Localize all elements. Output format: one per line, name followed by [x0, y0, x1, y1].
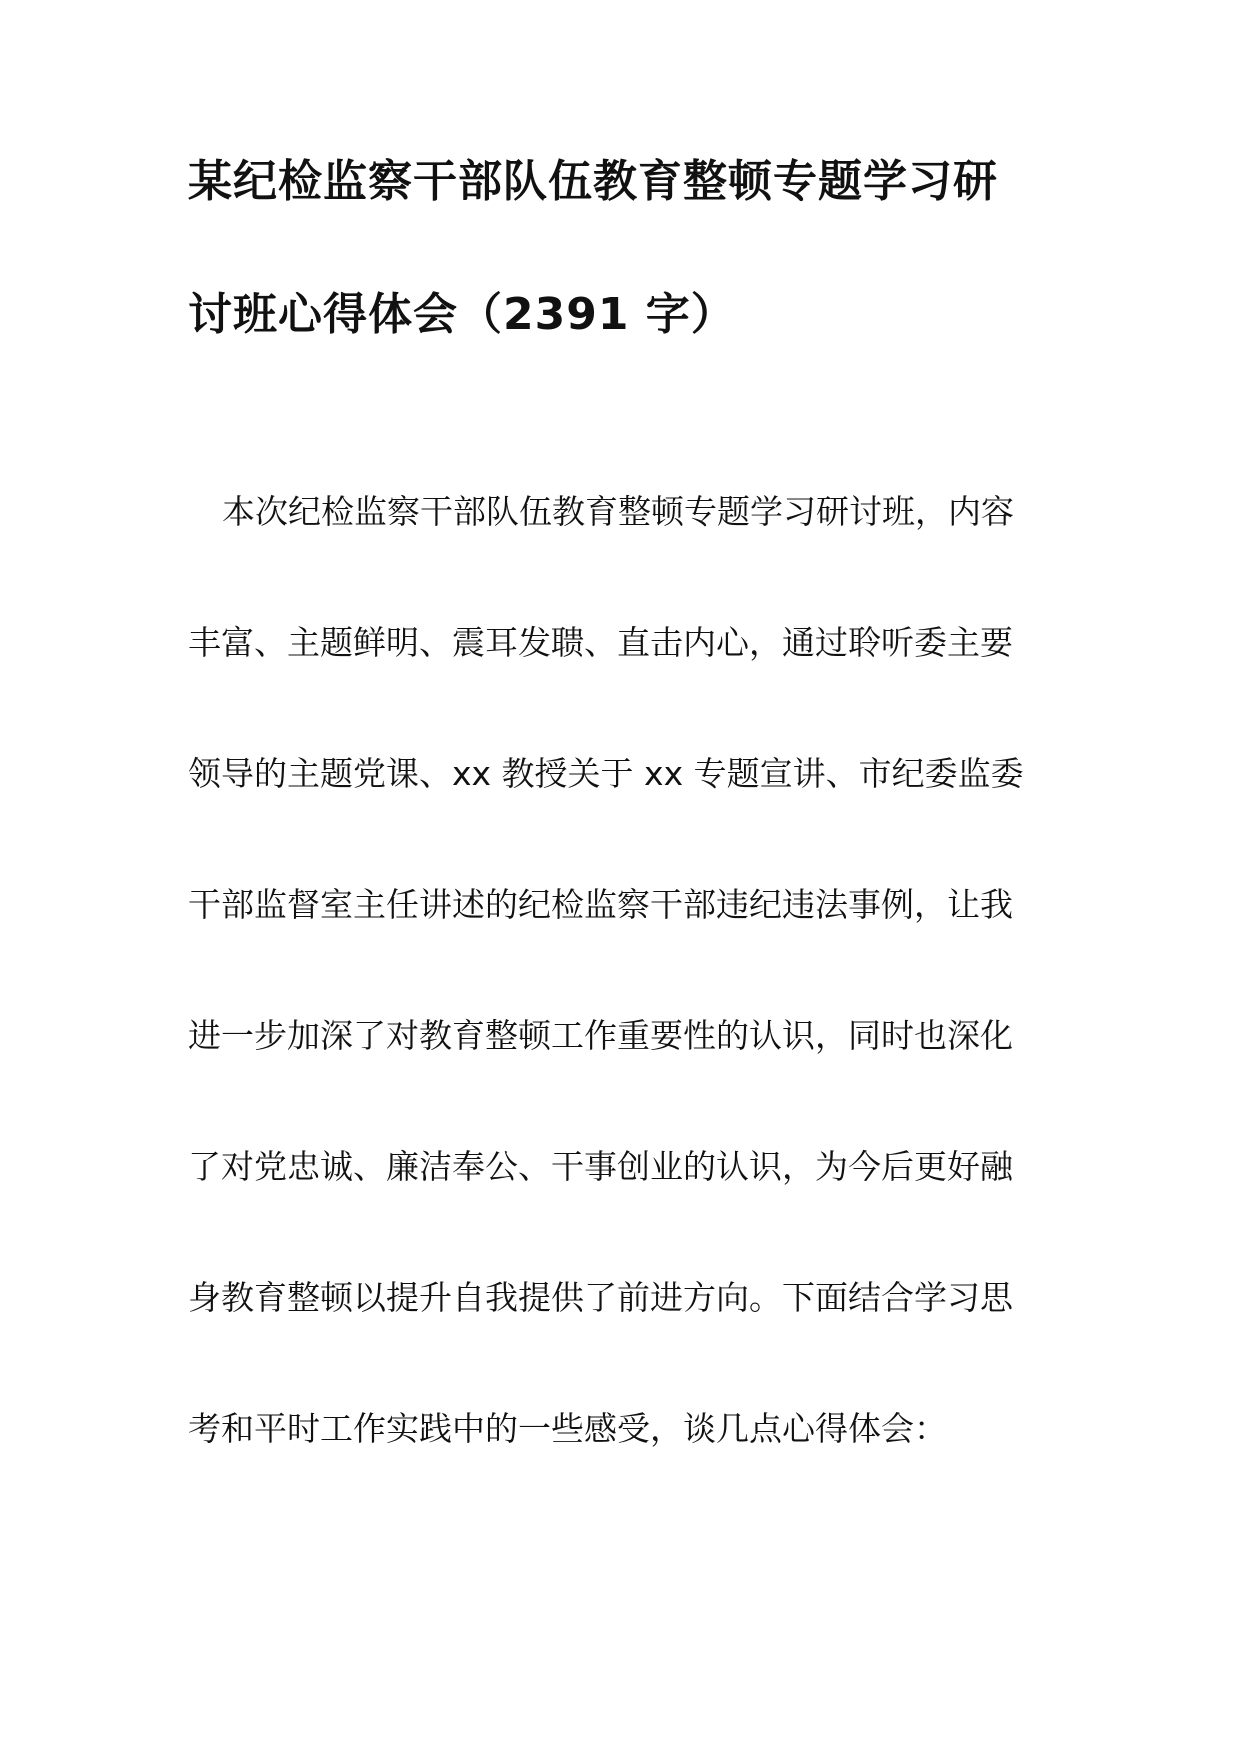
- paragraph-line-4: 干部监督室主任讲述的纪检监察干部违纪违法事例，让我: [188, 885, 1013, 924]
- title-line-1: 某纪检监察干部队伍教育整顿专题学习研: [188, 156, 998, 207]
- body-paragraph: [188, 492, 1068, 1543]
- paragraph-line-2: 丰富、主题鲜明、震耳发聩、直击内心，通过聆听委主要: [188, 623, 1013, 662]
- paragraph-line-5: 进一步加深了对教育整顿工作重要性的认识，同时也深化: [188, 1016, 1013, 1055]
- title-line-2: 讨班心得体会（2391 字）: [188, 289, 736, 340]
- paragraph-line-8: 考和平时工作实践中的一些感受，谈几点心得体会：: [188, 1409, 947, 1448]
- paragraph-line-6: 了对党忠诚、廉洁奉公、干事创业的认识，为今后更好融: [188, 1147, 1013, 1186]
- paragraph-line-7: 身教育整顿以提升自我提供了前进方向。下面结合学习思: [188, 1278, 1013, 1317]
- paragraph-line-1: 本次纪检监察干部队伍教育整顿专题学习研讨班，内容: [222, 492, 1014, 531]
- paragraph-line-3: 领导的主题党课、xx 教授关于 xx 专题宣讲、市纪委监委: [188, 754, 1024, 793]
- document-title: [188, 156, 1068, 340]
